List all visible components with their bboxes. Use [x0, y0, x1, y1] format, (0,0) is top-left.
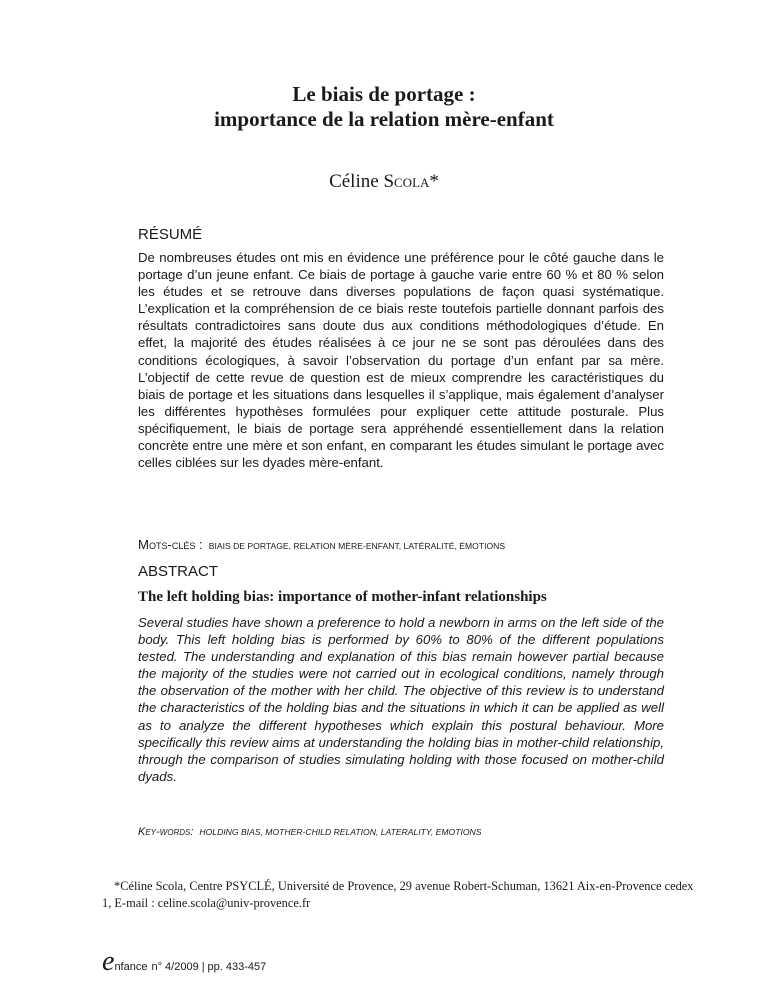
resume-keywords-values: BIAIS DE PORTAGE, RELATION MÈRE-ENFANT, LATÉRALITÉ, ÉMOTIONS — [208, 541, 506, 551]
abstract-title: The left holding bias: importance of mother-infant relationships — [138, 589, 547, 605]
abstract-keywords — [138, 822, 698, 840]
resume-keywords-label: Mots-clés : — [138, 537, 203, 552]
journal-footer — [102, 946, 267, 977]
author-last-initial: S — [383, 171, 395, 192]
page-range: pp. 433-457 — [207, 961, 267, 973]
author-last-name-rest: cola — [394, 171, 430, 192]
abstract-text: Several studies have shown a preference to hold a newborn in arms on the left side of the body. This left holding bias is performed by 60% to 80% of the different populations tested. The understanding and explanation of this bias remain however partial because the majority of the studies were not carried out in ecological conditions, namely through the observation of the mother with her child. The objective of this review is to understand the characteristics of the holding bias and the situations in which it can be applied as well as to analyze the different hypotheses which explain this postural behaviour. More specifically this review aims at understanding the holding bias in mother-child relationship, through the comparison of studies simulating holding with those focused on mother-child dyads. — [138, 615, 664, 784]
resume-heading: RÉSUMÉ — [138, 226, 203, 243]
abstract-keywords-label: Key-words: — [138, 826, 194, 838]
resume-keywords — [138, 536, 698, 554]
article-title-line-2: importance de la relation mère-enfant — [214, 107, 554, 131]
resume-text: De nombreuses études ont mis en évidence une préférence pour le côté gauche dans le portage d’un jeune enfant. Ce biais de portage à gauche varie entre 60 % et 80 % selon les études et se retrouve dans diverses populations de façon quasi systématique. L’explication et la compréhension de ce biais reste toutefois partielle donnant parfois des résultats contradictoires sans doute dus aux conditions méthodologiques d’étude. En effet, la majorité des études réalisées à ce jour ne se sont pas déroulées dans des conditions écologiques, à savoir l’observation du portage d’un enfant par sa mère. L’objectif de cette revue de question est de mieux comprendre les caractéristiques du biais de portage et les situations dans lesquelles il s’applique, mais également d’analyser les différentes hypothèses formulées pour expliquer cette attitude posturale. Plus spécifiquement, le biais de portage sera appréhendé essentiellement dans la relation concrète entre une mère et son enfant, en comparant les études simulant le portage avec celles ciblées sur les dyades mère-enfant. — [138, 250, 664, 471]
abstract-keywords-values: HOLDING BIAS, MOTHER-CHILD RELATION, LATERALITY, EMOTIONS — [199, 827, 482, 837]
journal-issue: n° 4/2009 — [151, 961, 199, 973]
journal-logo-letter: e — [102, 946, 115, 977]
author-first-name: Céline — [329, 171, 384, 192]
author-footnote-marker: * — [429, 171, 439, 192]
author-affiliation-footnote: *Céline Scola, Centre PSYCLÉ, Université de Provence, 29 avenue Robert-Schuman, 13621 Aix-en-Provence cedex 1, E-mail : celine.scola@univ-provence.fr — [102, 879, 694, 910]
footer-separator: | — [201, 961, 205, 973]
journal-name: nfance — [114, 961, 148, 973]
abstract-heading: ABSTRACT — [138, 563, 219, 580]
article-title-line-1: Le biais de portage : — [292, 82, 476, 106]
author-name — [0, 170, 768, 194]
